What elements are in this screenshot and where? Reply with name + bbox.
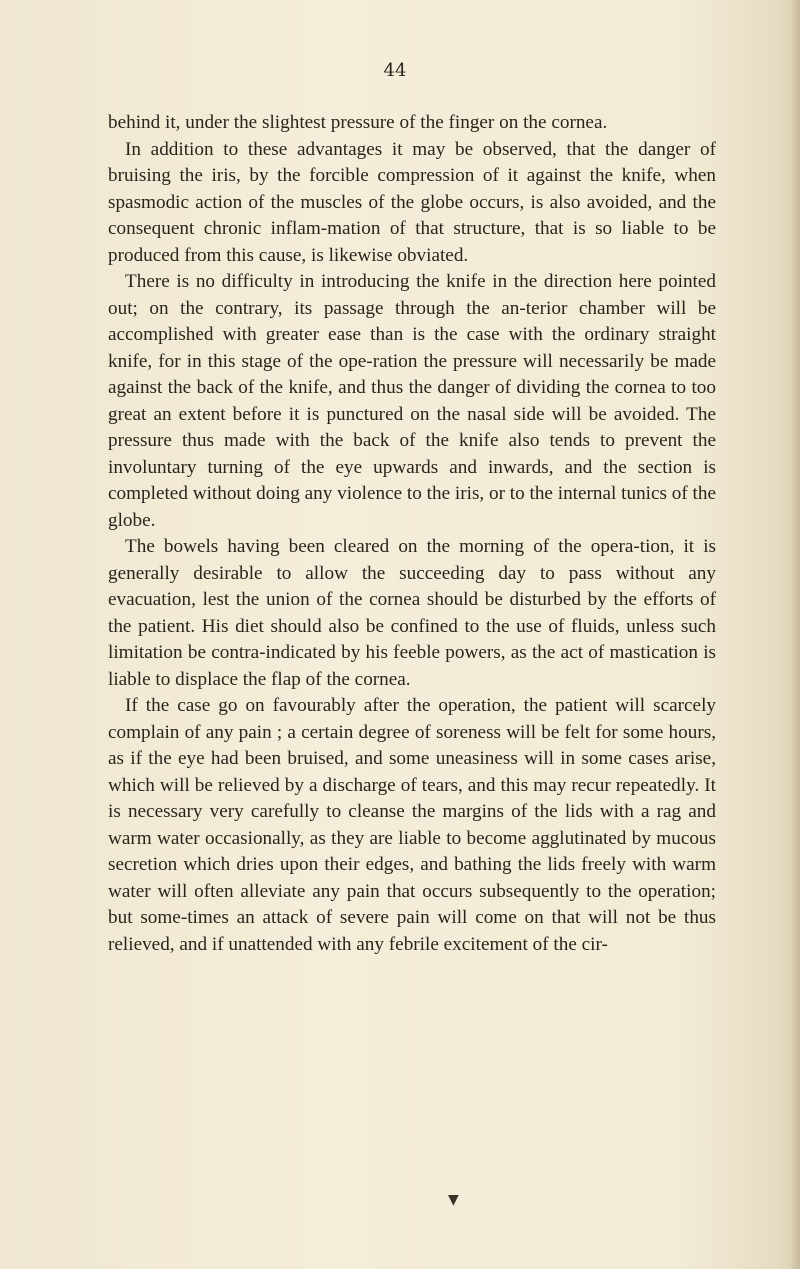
ink-speck: ▼ — [448, 1192, 459, 1208]
paragraph-1: behind it, under the slightest pressure of the finger on the cornea. — [108, 112, 608, 133]
page-number: 44 — [383, 60, 407, 81]
paragraph-5: If the case go on favourably after the operation, the patient will scarcely complain of any pain ; a certain degree of soreness will be felt for some hours, as if the eye had been bruised, and some uneasiness will in some cases arise, which will be relieved by a discharge of tears, and this may recur repeatedly. It is necessary very carefully to cleanse the margins of the lids with a rag and warm water occasionally, as they are liable to become agglutinated by mucous secretion which dries upon their edges, and bathing the lids freely with warm water will often alleviate any pain that occurs subsequently to the operation; but some-times an attack of severe pain will come on that will not be thus relieved, and if unattended with any febrile excitement of the cir- — [108, 695, 716, 955]
paragraph-4: The bowels having been cleared on the morning of the opera-tion, it is generally desirable to allow the succeeding day to pass without any evacuation, lest the union of the cornea should be disturbed by the efforts of the patient. His diet should also be confined to the use of fluids, unless such limitation be contra-indicated by his feeble powers, as the act of mastication is liable to displace the flap of the cornea. — [108, 536, 716, 690]
page-edge-shadow — [790, 0, 800, 1269]
body-text — [108, 110, 716, 958]
paragraph-2: In addition to these advantages it may be observed, that the danger of bruising the iris, by the forcible compression of it against the knife, when spasmodic action of the muscles of the globe occurs, is also avoided, and the consequent chronic inflam-mation of that structure, that is so liable to be produced from this cause, is likewise obviated. — [108, 138, 716, 266]
paragraph-3: There is no difficulty in introducing the knife in the direction here pointed out; on the contrary, its passage through the an-terior chamber will be accomplished with greater ease than is the case with the ordinary straight knife, for in this stage of the ope-ration the pressure will necessarily be made against the back of the knife, and thus the danger of dividing the cornea to too great an extent before it is punctured on the nasal side will be avoided. The pressure thus made with the back of the knife also tends to prevent the involuntary turning of the eye upwards and inwards, and the section is completed without doing any violence to the iris, or to the internal tunics of the globe. — [108, 271, 716, 531]
